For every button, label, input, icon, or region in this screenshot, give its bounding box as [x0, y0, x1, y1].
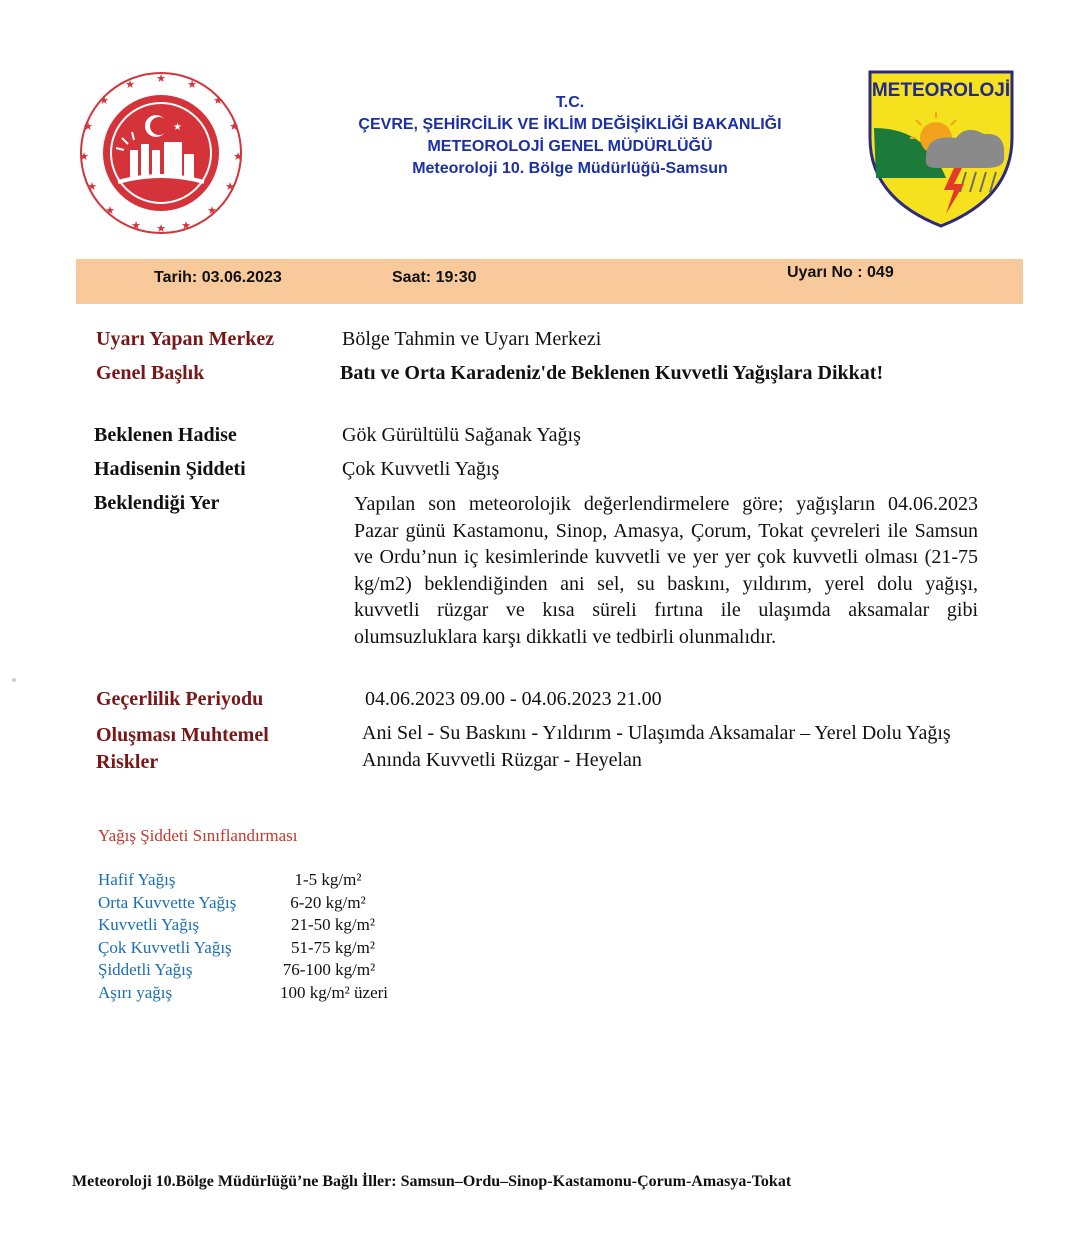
svg-text:★: ★: [233, 150, 243, 163]
ministry-seal-icon: [78, 70, 244, 236]
classification-range: 1-5 kg/m²: [294, 870, 362, 889]
meteoroloji-shield-icon: [866, 68, 1016, 228]
svg-text:★: ★: [79, 150, 89, 163]
band-time: Saat: 19:30: [392, 269, 477, 286]
place-value: Yapılan son meteorolojik değerlendirmelere göre; yağışların 04.06.2023 Pazar günü Kastamonu, Sinop, Amasya, Çorum, Tokat çevreleri ile Samsun ve Ordu’nun iç kesimlerinde kuvvetli ve yer yer çok kuvvetli olması (21-75 kg/m2) beklendiğinden ani sel, su baskını, yıldırım, yerel dolu yağışı, kuvvetli rüzgar ve kısa süreli fırtına ile ulaşımda aksamalar gibi olumsuzluklara karşı dikkatli ve tedbirli olunmalıdır.: [354, 493, 978, 648]
svg-text:★: ★: [187, 78, 197, 91]
band-date: Tarih: 03.06.2023: [154, 269, 282, 286]
classification-range: 76-100 kg/m²: [282, 960, 376, 979]
title-label: Genel Başlık: [96, 362, 205, 384]
classification-name: Orta Kuvvette Yağış: [98, 892, 237, 912]
classification-name: Aşırı yağış: [98, 982, 173, 1002]
event-label: Beklenen Hadise: [94, 424, 237, 446]
header-directorate: METEOROLOJİ GENEL MÜDÜRLÜĞÜ: [427, 138, 713, 155]
center-value: Bölge Tahmin ve Uyarı Merkezi: [342, 328, 602, 350]
header-ministry: ÇEVRE, ŞEHİRCİLİK VE İKLİM DEĞİŞİKLİĞİ BAKANLIĞI: [358, 116, 782, 133]
risks-value: Ani Sel - Su Baskını - Yıldırım - Ulaşımda Aksamalar – Yerel Dolu Yağış Anında Kuvvetli Rüzgar - Heyelan: [362, 722, 951, 771]
center-label: Uyarı Yapan Merkez: [96, 328, 275, 350]
classification-title: Yağış Şiddeti Sınıflandırması: [98, 826, 298, 845]
event-value: Gök Gürültülü Sağanak Yağış: [342, 424, 581, 446]
header-block: [260, 92, 880, 180]
svg-text:★: ★: [125, 78, 135, 91]
svg-text:★: ★: [156, 222, 166, 235]
svg-text:★: ★: [181, 219, 191, 232]
severity-label: Hadisenin Şiddeti: [94, 458, 246, 480]
svg-text:★: ★: [83, 120, 93, 133]
svg-text:★: ★: [213, 94, 223, 107]
logo-text: METEOROLOJİ: [871, 80, 1011, 101]
header-band: [76, 259, 1023, 304]
classification-range: 21-50 kg/m²: [291, 915, 375, 934]
classification-name: Hafif Yağış: [98, 870, 176, 889]
period-value: 04.06.2023 09.00 - 04.06.2023 21.00: [365, 688, 662, 710]
place-label: Beklendiği Yer: [94, 492, 220, 514]
classification-range: 100 kg/m² üzeri: [279, 982, 389, 1002]
header-tc: T.C.: [555, 94, 585, 111]
classification-name: Çok Kuvvetli Yağış: [98, 937, 232, 957]
svg-text:★: ★: [131, 219, 141, 232]
svg-text:★: ★: [229, 120, 239, 133]
svg-text:★: ★: [156, 72, 166, 85]
svg-text:★: ★: [99, 94, 109, 107]
title-value: Batı ve Orta Karadeniz'de Beklenen Kuvvetli Yağışlara Dikkat!: [340, 362, 884, 384]
band-warning-no: Uyarı No : 049: [787, 264, 894, 281]
scan-dot: [12, 678, 16, 682]
classification-name: Şiddetli Yağış: [98, 960, 193, 979]
classification-range: 51-75 kg/m²: [291, 937, 375, 957]
period-label: Geçerlilik Periyodu: [96, 688, 264, 710]
classification-range: 6-20 kg/m²: [290, 892, 366, 912]
footer-provinces: Meteoroloji 10.Bölge Müdürlüğü’ne Bağlı İller: Samsun–Ordu–Sinop-Kastamonu-Çorum-Amasya-Tokat: [72, 1173, 792, 1190]
header-regional: Meteoroloji 10. Bölge Müdürlüğü-Samsun: [412, 160, 728, 177]
svg-text:★: ★: [225, 180, 235, 193]
svg-text:★: ★: [105, 204, 115, 217]
severity-value: Çok Kuvvetli Yağış: [342, 458, 500, 480]
svg-text:★: ★: [87, 180, 97, 193]
svg-text:★: ★: [207, 204, 217, 217]
classification-name: Kuvvetli Yağış: [98, 915, 200, 934]
risks-label: Oluşması Muhtemel Riskler: [96, 724, 269, 773]
svg-text:★: ★: [173, 122, 182, 133]
